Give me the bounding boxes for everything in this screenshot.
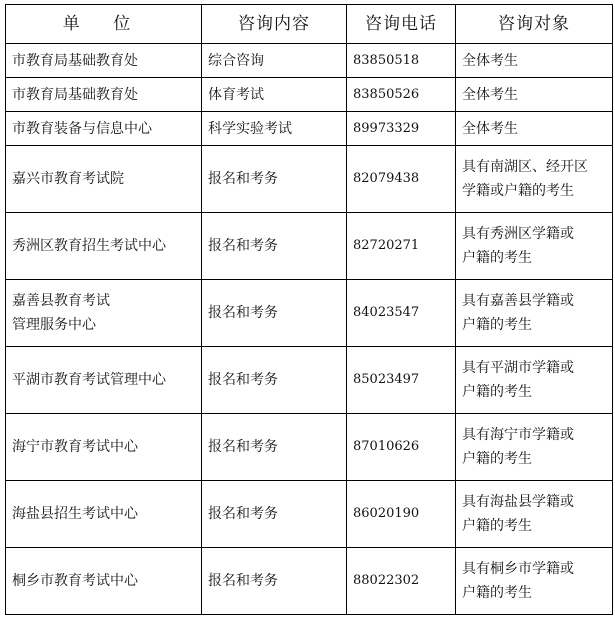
target-line: 具有嘉善县学籍或 (462, 293, 574, 309)
unit-cell: 秀洲区教育招生考试中心 (6, 213, 202, 280)
content-cell: 报名和考务 (202, 146, 347, 213)
table-row (6, 414, 613, 481)
table-row (6, 481, 613, 548)
table-row (6, 280, 613, 347)
content-cell: 报名和考务 (202, 347, 347, 414)
unit-cell: 海宁市教育考试中心 (6, 414, 202, 481)
target-cell (456, 481, 613, 548)
table-row (6, 347, 613, 414)
unit-line: 管理服务中心 (12, 317, 96, 333)
target-cell (456, 146, 613, 213)
content-cell: 报名和考务 (202, 213, 347, 280)
content-cell: 体育考试 (202, 78, 347, 112)
target-line: 具有平湖市学籍或 (462, 360, 574, 376)
content-cell: 报名和考务 (202, 548, 347, 615)
target-line: 具有桐乡市学籍或 (462, 561, 574, 577)
target-cell: 全体考生 (456, 112, 613, 146)
header-row (6, 5, 613, 44)
phone-cell: 85023497 (347, 347, 456, 414)
target-cell (456, 347, 613, 414)
target-line: 具有秀洲区学籍或 (462, 226, 574, 242)
target-cell (456, 548, 613, 615)
target-line: 户籍的考生 (462, 384, 532, 400)
target-line: 学籍或户籍的考生 (462, 183, 574, 199)
phone-cell: 87010626 (347, 414, 456, 481)
target-cell (456, 213, 613, 280)
target-cell: 全体考生 (456, 78, 613, 112)
phone-cell: 83850518 (347, 44, 456, 78)
content-cell: 报名和考务 (202, 481, 347, 548)
header-content: 咨询内容 (202, 5, 347, 44)
target-line: 具有海盐县学籍或 (462, 494, 574, 510)
content-cell: 报名和考务 (202, 280, 347, 347)
unit-cell: 海盐县招生考试中心 (6, 481, 202, 548)
target-line: 具有海宁市学籍或 (462, 427, 574, 443)
target-line: 户籍的考生 (462, 518, 532, 534)
phone-cell: 84023547 (347, 280, 456, 347)
header-unit: 单 位 (6, 5, 202, 44)
phone-cell: 86020190 (347, 481, 456, 548)
target-line: 具有南湖区、经开区 (462, 159, 588, 175)
content-cell: 综合咨询 (202, 44, 347, 78)
content-cell: 科学实验考试 (202, 112, 347, 146)
target-line: 户籍的考生 (462, 317, 532, 333)
table-row (6, 112, 613, 146)
phone-cell: 82720271 (347, 213, 456, 280)
phone-cell: 89973329 (347, 112, 456, 146)
header-phone: 咨询电话 (347, 5, 456, 44)
contact-table (5, 4, 613, 615)
table-row (6, 213, 613, 280)
unit-cell: 平湖市教育考试管理中心 (6, 347, 202, 414)
phone-cell: 82079438 (347, 146, 456, 213)
content-cell: 报名和考务 (202, 414, 347, 481)
unit-cell: 市教育局基础教育处 (6, 78, 202, 112)
phone-cell: 88022302 (347, 548, 456, 615)
header-target: 咨询对象 (456, 5, 613, 44)
unit-cell: 嘉兴市教育考试院 (6, 146, 202, 213)
target-cell (456, 280, 613, 347)
target-cell: 全体考生 (456, 44, 613, 78)
unit-line: 嘉善县教育考试 (12, 293, 110, 309)
target-cell (456, 414, 613, 481)
phone-cell: 83850526 (347, 78, 456, 112)
unit-cell: 桐乡市教育考试中心 (6, 548, 202, 615)
unit-cell: 市教育装备与信息中心 (6, 112, 202, 146)
table-row (6, 548, 613, 615)
table-row (6, 78, 613, 112)
table-row (6, 146, 613, 213)
table-row (6, 44, 613, 78)
unit-cell (6, 280, 202, 347)
target-line: 户籍的考生 (462, 585, 532, 601)
target-line: 户籍的考生 (462, 451, 532, 467)
unit-cell: 市教育局基础教育处 (6, 44, 202, 78)
target-line: 户籍的考生 (462, 250, 532, 266)
